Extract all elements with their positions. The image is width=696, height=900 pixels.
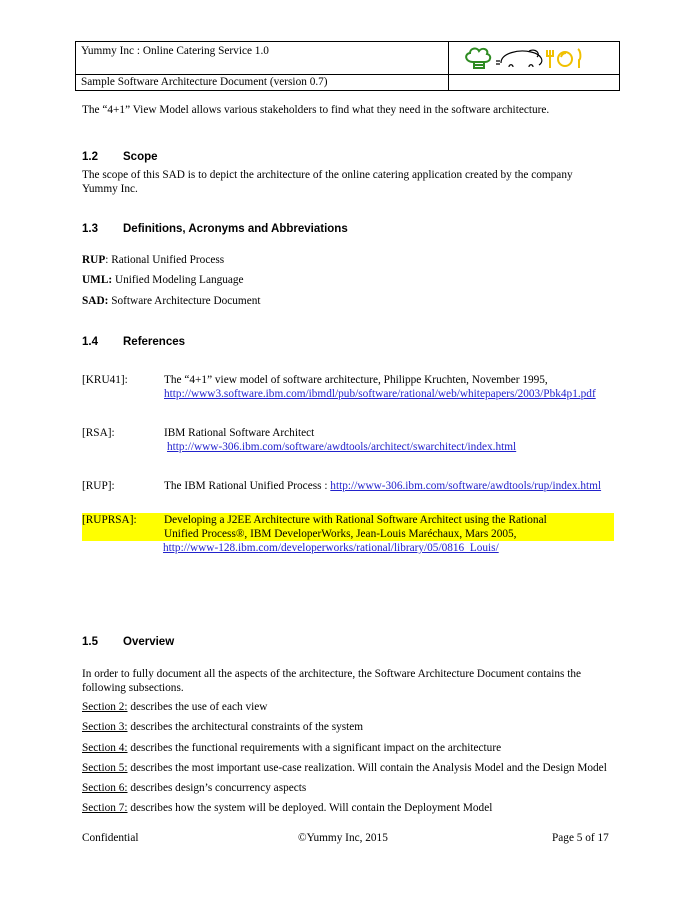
section-heading-scope — [82, 151, 158, 163]
section-reference: Section 3: — [82, 721, 128, 733]
section-reference: Section 4: — [82, 742, 128, 754]
footer-copyright: ©Yummy Inc, 2015 — [298, 832, 388, 844]
header-subtitle: Sample Software Architecture Document (version 0.7) — [76, 75, 449, 91]
overview-item-text: describes design’s concurrency aspects — [127, 782, 307, 794]
section-number: 1.3 — [82, 223, 98, 235]
definition-separator: : — [105, 254, 112, 266]
overview-item-text: describes the most important use-case realization. Will contain the Analysis Model and the Design Model — [127, 762, 607, 774]
reference-text-line1: Developing a J2EE Architecture with Rational Software Architect using the Rational — [164, 514, 547, 526]
footer-page-number: Page 5 of 17 — [552, 832, 609, 844]
chef-hat-icon — [466, 49, 490, 68]
reference-text-line2: Unified Process®, IBM DeveloperWorks, Jean-Louis Maréchaux, Mars 2005, — [164, 528, 517, 540]
reference-link[interactable]: http://www-306.ibm.com/software/awdtools/rup/index.html — [330, 480, 602, 492]
definition-item — [82, 295, 261, 307]
reference-tag: [KRU41]: — [82, 374, 128, 386]
header-title: Yummy Inc : Online Catering Service 1.0 — [76, 42, 449, 75]
section-title: Definitions, Acronyms and Abbreviations — [123, 223, 348, 235]
definition-text: Unified Modeling Language — [114, 274, 244, 286]
overview-item — [82, 802, 492, 814]
definition-term: UML: — [82, 274, 113, 286]
logo — [449, 42, 620, 75]
reference-item — [82, 373, 622, 401]
definition-item — [82, 254, 224, 266]
overview-item-text: describes the use of each view — [127, 701, 268, 713]
document-header — [75, 41, 620, 91]
section-heading-references — [82, 336, 185, 348]
overview-item-text: describes the architectural constraints of the system — [127, 721, 364, 733]
reference-item — [82, 479, 622, 493]
reference-tag: [RUPRSA]: — [82, 514, 137, 526]
definition-text: Software Architecture Document — [111, 295, 261, 307]
footer-confidential: Confidential — [82, 832, 139, 844]
overview-item — [82, 762, 607, 774]
fork-plate-knife-icon — [547, 49, 580, 68]
section-reference: Section 7: — [82, 802, 128, 814]
overview-item — [82, 721, 363, 733]
overview-item — [82, 782, 306, 794]
header-empty-cell — [449, 75, 620, 91]
reference-text: The IBM Rational Unified Process : — [164, 480, 331, 492]
section-title: Overview — [123, 636, 175, 648]
definition-text: Rational Unified Process — [111, 254, 225, 266]
reference-tag: [RUP]: — [82, 480, 115, 492]
section-heading-overview — [82, 636, 174, 648]
overview-item-text: describes how the system will be deployed. Will contain the Deployment Model — [127, 802, 493, 814]
section-number: 1.5 — [82, 636, 98, 648]
definition-term: SAD: — [82, 295, 109, 307]
section-title: Scope — [123, 151, 158, 163]
logo-graphic — [459, 45, 609, 71]
overview-item — [82, 701, 267, 713]
section-title: References — [123, 336, 186, 348]
section-number: 1.2 — [82, 151, 98, 163]
reference-link[interactable]: http://www3.software.ibm.com/ibmdl/pub/software/rational/web/whitepapers/2003/Pbk4p1.pdf — [164, 388, 596, 400]
reference-tag: [RSA]: — [82, 427, 115, 439]
reference-link[interactable]: http://www-128.ibm.com/developerworks/rational/library/05/0816_Louis/ — [163, 542, 499, 554]
definition-item — [82, 274, 244, 286]
reference-link[interactable]: http://www-306.ibm.com/software/awdtools/architect/swarchitect/index.html — [167, 441, 517, 453]
intro-paragraph: The “4+1” View Model allows various stakeholders to find what they need in the software architecture. — [82, 104, 550, 116]
reference-text: The “4+1” view model of software architecture, Philippe Kruchten, November 1995, — [164, 374, 548, 386]
reference-item — [82, 426, 622, 454]
definition-term: RUP — [82, 254, 106, 266]
overview-item — [82, 742, 501, 754]
scope-paragraph: The scope of this SAD is to depict the architecture of the online catering application created by the company Yummy Inc. — [82, 169, 573, 195]
reference-item-highlighted — [82, 513, 614, 554]
section-reference: Section 5: — [82, 762, 128, 774]
section-reference: Section 6: — [82, 782, 128, 794]
section-number: 1.4 — [82, 336, 98, 348]
section-heading-definitions — [82, 223, 348, 235]
pig-icon — [496, 50, 542, 67]
reference-text: IBM Rational Software Architect — [164, 427, 315, 439]
overview-paragraph: In order to fully document all the aspects of the architecture, the Software Architecture Document contains the following subsections. — [82, 668, 582, 694]
overview-item-text: describes the functional requirements with a significant impact on the architecture — [127, 742, 502, 754]
section-reference: Section 2: — [82, 701, 128, 713]
